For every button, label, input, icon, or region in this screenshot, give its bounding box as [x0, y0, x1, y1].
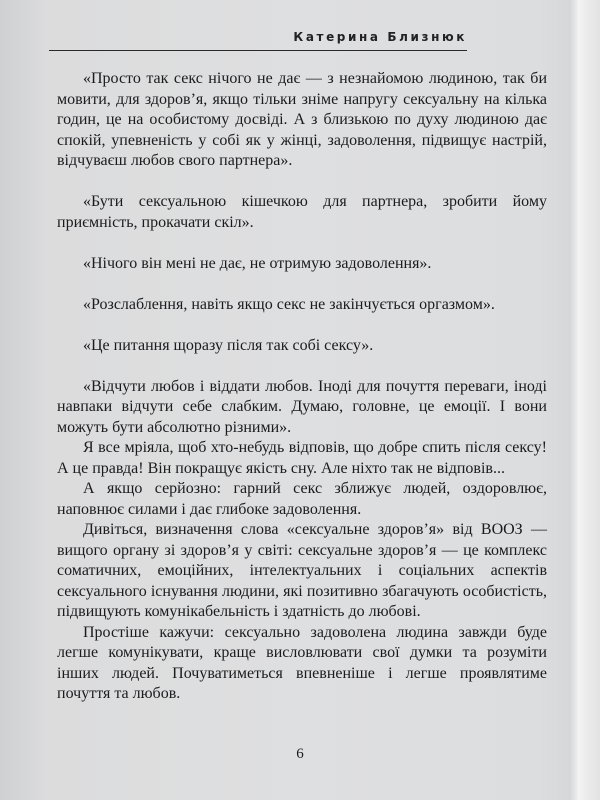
body-paragraph: Я все мріяла, щоб хто-небудь відповів, що добре спить після сексу! А це правда! Він покращує якість сну. Але ніхто так не відповів... — [57, 439, 547, 477]
body-paragraph: Дивіться, визначення слова «сексуальне здоров’я» від ВООЗ — вищого органу зі здоров’я у світі: сексуальне здоров’я — це комплекс соматичних, емоційних, інтелектуальних і соціальних аспектів сексуального існування людини, які позитивно збагачують особистість, підвищують комунікабельність і здатність до любові. — [57, 521, 547, 620]
quote-paragraph: «Бути сексуальною кішечкою для партнера, зробити йому приємність, прокачати скіл». — [57, 193, 547, 231]
quote-paragraph: «Нічого він мені не дає, не отримую задоволення». — [83, 254, 432, 272]
page-body — [57, 69, 547, 705]
page-number: 6 — [296, 746, 304, 762]
page-edge — [578, 0, 600, 800]
running-header-author: Катерина Близнюк — [293, 30, 467, 44]
body-paragraph: А якщо серйозно: гарний секс зближує людей, оздоровлює, наповнює силами і дає глибоке задоволення. — [57, 480, 547, 518]
header-rule — [49, 50, 467, 51]
quote-paragraph: «Просто так секс нічого не дає — з незнайомою людиною, так би мовити, для здоров’я, якщо тільки зніме напругу сексуальну на кілька годин, це на особистому досвіді. А з близькою по духу людиною дає спокій, упевненість у собі як у жінці, задоволення, підвищує настрій, відчуваєш любов свого партнера». — [57, 70, 547, 169]
quote-paragraph: «Розслаблення, навіть якщо секс не закінчується оргазмом». — [83, 295, 495, 313]
quote-paragraph: «Відчути любов і віддати любов. Іноді для почуття переваги, іноді навпаки відчути себе слабким. Думаю, головне, це емоції. І вони можуть бути абсолютно різними». — [57, 377, 547, 436]
body-paragraph: Простіше кажучи: сексуально задоволена людина завжди буде легше комунікувати, краще висловлювати свої думки та розуміти інших людей. Почуватиметься впевненіше і легше проявлятиме почуття та любов. — [57, 623, 547, 702]
quote-paragraph: «Це питання щоразу після так собі сексу». — [83, 336, 374, 354]
